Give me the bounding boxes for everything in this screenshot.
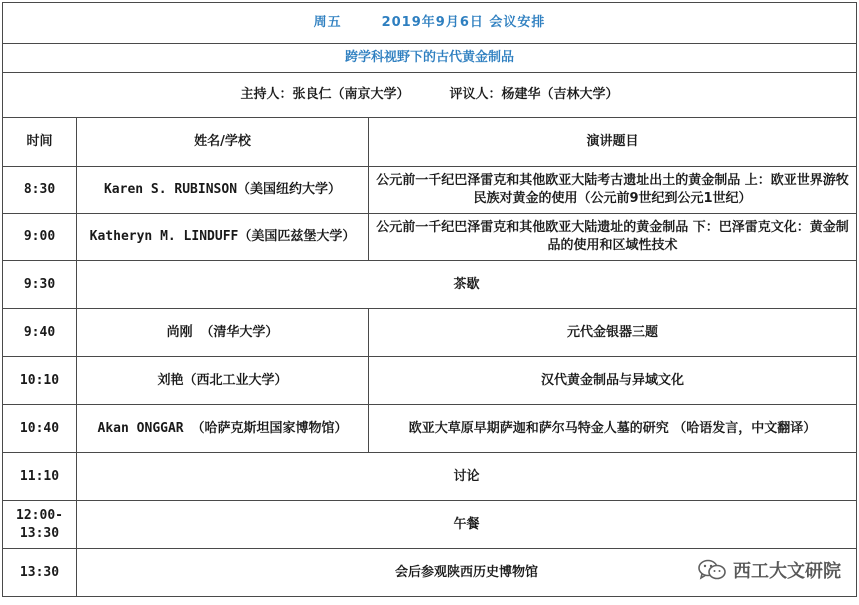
event-cell: 茶歇 bbox=[77, 261, 857, 309]
schedule-rows bbox=[3, 167, 857, 597]
event-cell: 午餐 bbox=[77, 501, 857, 549]
speaker-cell: 尚刚 （清华大学） bbox=[77, 309, 369, 357]
column-header-speaker: 姓名/学校 bbox=[77, 118, 369, 167]
speaker-cell: Karen S. RUBINSON（美国纽约大学） bbox=[77, 167, 369, 214]
table-row bbox=[3, 501, 857, 549]
schedule-table bbox=[2, 2, 857, 597]
column-header-row bbox=[3, 118, 857, 167]
table-row bbox=[3, 453, 857, 501]
column-header-topic: 演讲题目 bbox=[369, 118, 857, 167]
table-row bbox=[3, 261, 857, 309]
host-line bbox=[3, 73, 857, 118]
table-row bbox=[3, 357, 857, 405]
table-row bbox=[3, 405, 857, 453]
time-cell: 9:40 bbox=[3, 309, 77, 357]
speaker-cell: 刘艳（西北工业大学） bbox=[77, 357, 369, 405]
session-title: 跨学科视野下的古代黄金制品 bbox=[3, 44, 857, 73]
page-title bbox=[3, 3, 857, 44]
time-cell: 8:30 bbox=[3, 167, 77, 214]
host-label: 主持人：张良仁（南京大学） bbox=[240, 87, 410, 102]
date-title: 2019年9月6日 会议安排 bbox=[381, 15, 546, 30]
time-cell: 9:00 bbox=[3, 214, 77, 261]
topic-cell: 公元前一千纪巴泽雷克和其他欧亚大陆考古遗址出土的黄金制品 上：欧亚世界游牧民族对黄金的使用（公元前9世纪到公元1世纪） bbox=[369, 167, 857, 214]
host-row bbox=[3, 73, 857, 118]
watermark bbox=[697, 557, 841, 583]
table-row bbox=[3, 214, 857, 261]
watermark-text: 西工大文研院 bbox=[733, 561, 841, 582]
time-cell: 10:10 bbox=[3, 357, 77, 405]
topic-cell: 汉代黄金制品与异域文化 bbox=[369, 357, 857, 405]
event-cell: 讨论 bbox=[77, 453, 857, 501]
speaker-cell: Katheryn M. LINDUFF（美国匹兹堡大学） bbox=[77, 214, 369, 261]
table-row bbox=[3, 309, 857, 357]
time-cell: 13:30 bbox=[3, 549, 77, 597]
table-row bbox=[3, 167, 857, 214]
speaker-cell: Akan ONGGAR （哈萨克斯坦国家博物馆） bbox=[77, 405, 369, 453]
day-label: 周五 bbox=[313, 15, 342, 30]
title-row bbox=[3, 3, 857, 44]
wechat-icon bbox=[697, 558, 727, 582]
reviewer-label: 评议人：杨建华（吉林大学） bbox=[449, 87, 619, 102]
time-cell: 12:00- 13:30 bbox=[3, 501, 77, 549]
topic-cell: 元代金银器三题 bbox=[369, 309, 857, 357]
column-header-time: 时间 bbox=[3, 118, 77, 167]
time-cell: 11:10 bbox=[3, 453, 77, 501]
topic-cell: 欧亚大草原早期萨迦和萨尔马特金人墓的研究 （哈语发言，中文翻译） bbox=[369, 405, 857, 453]
time-cell: 9:30 bbox=[3, 261, 77, 309]
time-cell: 10:40 bbox=[3, 405, 77, 453]
session-row bbox=[3, 44, 857, 73]
event-cell: 会后参观陕西历史博物馆 bbox=[77, 549, 857, 597]
topic-cell: 公元前一千纪巴泽雷克和其他欧亚大陆遗址的黄金制品 下：巴泽雷克文化：黄金制品的使用和区域性技术 bbox=[369, 214, 857, 261]
